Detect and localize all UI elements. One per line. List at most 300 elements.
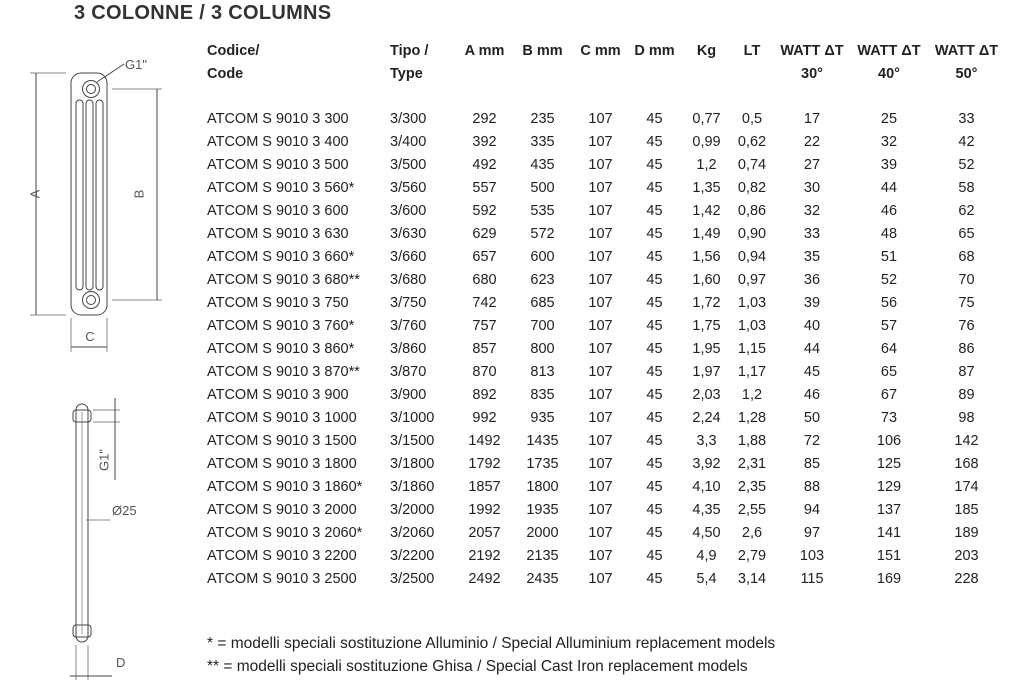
cell-b-mm: 335	[530, 134, 555, 150]
header-line1: C mm	[580, 43, 621, 59]
cell-watt-40: 106	[876, 433, 902, 449]
cell-watt-30: 85	[803, 456, 821, 472]
cell-type: 3/300	[390, 111, 427, 127]
cell-watt-40: 141	[876, 525, 902, 541]
table-row	[207, 476, 1007, 499]
cell-a-mm: 1992	[468, 502, 501, 518]
table-row	[207, 361, 1007, 384]
cell-b-mm: 1935	[526, 502, 559, 518]
cell-d-mm: 45	[646, 318, 663, 334]
cell-kg: 1,42	[692, 203, 721, 219]
cell-c-mm: 107	[588, 548, 613, 564]
cell-d-mm: 45	[646, 525, 663, 541]
cell-lt: 1,2	[741, 387, 763, 403]
page-title: 3 COLONNE / 3 COLUMNS	[74, 2, 332, 24]
cell-kg: 1,95	[692, 341, 721, 357]
cell-lt: 1,15	[737, 341, 767, 357]
cell-lt: 0,97	[737, 272, 767, 288]
cell-code: ATCOM S 9010 3 760*	[207, 318, 355, 334]
cell-lt: 2,79	[737, 548, 767, 564]
cell-d-mm: 45	[646, 134, 663, 150]
cell-kg: 1,72	[692, 295, 721, 311]
header-a-mm	[457, 40, 512, 108]
cell-watt-50: 65	[958, 226, 975, 242]
dimension-c-label: C	[85, 329, 95, 344]
header-line1: D mm	[634, 43, 675, 59]
cell-kg: 1,75	[692, 318, 721, 334]
cell-kg: 2,24	[692, 410, 721, 426]
cell-watt-40: 32	[880, 134, 898, 150]
header-code	[207, 40, 390, 108]
cell-kg: 5,4	[696, 571, 717, 587]
cell-a-mm: 1857	[468, 479, 501, 495]
cell-watt-50: 185	[954, 502, 979, 518]
cell-d-mm: 45	[646, 433, 663, 449]
cell-watt-30: 46	[803, 387, 821, 403]
cell-watt-40: 65	[880, 364, 898, 380]
cell-c-mm: 107	[588, 387, 613, 403]
table-row	[207, 545, 1007, 568]
table-row	[207, 384, 1007, 407]
cell-watt-30: 50	[803, 410, 821, 426]
column-slot	[76, 100, 83, 290]
top-connection-hole	[83, 81, 100, 98]
cell-d-mm: 45	[646, 456, 663, 472]
cell-b-mm: 535	[530, 203, 555, 219]
cell-code: ATCOM S 9010 3 2500	[207, 571, 357, 587]
cell-watt-40: 39	[880, 157, 898, 173]
cell-watt-30: 39	[803, 295, 821, 311]
cell-kg: 0,77	[692, 111, 721, 127]
cell-c-mm: 107	[588, 364, 613, 380]
cell-lt: 2,6	[741, 525, 763, 541]
header-line1: B mm	[522, 43, 563, 59]
cell-type: 3/400	[390, 134, 427, 150]
front-view-drawing	[30, 64, 162, 352]
cell-watt-40: 56	[880, 295, 898, 311]
cell-watt-50: 203	[954, 548, 979, 564]
cell-a-mm: 680	[472, 272, 497, 288]
cell-c-mm: 107	[588, 433, 613, 449]
cell-b-mm: 623	[530, 272, 555, 288]
table-row	[207, 108, 1007, 131]
cell-lt: 2,31	[737, 456, 767, 472]
cell-lt: 2,55	[737, 502, 767, 518]
cell-watt-30: 72	[803, 433, 821, 449]
cell-d-mm: 45	[646, 272, 663, 288]
cell-a-mm: 557	[472, 180, 497, 196]
cell-watt-40: 137	[876, 502, 902, 518]
header-line1: Codice/	[207, 43, 260, 59]
cell-type: 3/500	[390, 157, 427, 173]
cell-watt-50: 168	[954, 456, 979, 472]
cell-watt-40: 52	[880, 272, 898, 288]
cell-code: ATCOM S 9010 3 2060*	[207, 525, 363, 541]
cell-watt-40: 151	[876, 548, 902, 564]
cell-a-mm: 1492	[468, 433, 501, 449]
cell-watt-40: 73	[880, 410, 898, 426]
cell-watt-30: 33	[803, 226, 821, 242]
cell-b-mm: 1435	[526, 433, 559, 449]
header-line2: 40°	[878, 66, 900, 82]
side-view-drawing	[70, 398, 120, 680]
cell-type: 3/1000	[390, 410, 435, 426]
cell-d-mm: 45	[646, 479, 663, 495]
cell-d-mm: 45	[646, 295, 663, 311]
table-row	[207, 315, 1007, 338]
cell-b-mm: 1800	[526, 479, 559, 495]
cell-b-mm: 235	[530, 111, 555, 127]
cell-type: 3/2060	[390, 525, 435, 541]
cell-type: 3/560	[390, 180, 427, 196]
cell-d-mm: 45	[646, 548, 663, 564]
table-row	[207, 568, 1007, 591]
radiator-technical-drawings	[0, 0, 200, 692]
cell-watt-50: 33	[958, 111, 975, 127]
cell-c-mm: 107	[588, 502, 613, 518]
cell-code: ATCOM S 9010 3 630	[207, 226, 349, 242]
cell-d-mm: 45	[646, 157, 663, 173]
header-watt-40	[852, 40, 926, 108]
cell-watt-50: 75	[958, 295, 975, 311]
cell-a-mm: 292	[472, 111, 497, 127]
cell-d-mm: 45	[646, 341, 663, 357]
cell-b-mm: 600	[530, 249, 555, 265]
cell-code: ATCOM S 9010 3 680**	[207, 272, 360, 288]
cell-watt-40: 57	[880, 318, 898, 334]
cell-watt-50: 62	[958, 203, 975, 219]
cell-lt: 1,03	[737, 295, 767, 311]
cell-lt: 1,17	[737, 364, 767, 380]
header-line1: WATT ΔT	[934, 43, 999, 59]
cell-code: ATCOM S 9010 3 400	[207, 134, 349, 150]
column-slot	[86, 100, 93, 290]
cell-kg: 1,60	[692, 272, 721, 288]
cell-lt: 1,28	[737, 410, 767, 426]
cell-c-mm: 107	[588, 157, 613, 173]
cell-lt: 0,94	[737, 249, 767, 265]
cell-type: 3/680	[390, 272, 427, 288]
cell-code: ATCOM S 9010 3 500	[207, 157, 349, 173]
cell-d-mm: 45	[646, 203, 663, 219]
cell-code: ATCOM S 9010 3 560*	[207, 180, 355, 196]
cell-b-mm: 500	[530, 180, 555, 196]
cell-code: ATCOM S 9010 3 2200	[207, 548, 357, 564]
cell-watt-40: 67	[880, 387, 898, 403]
side-g1-label: G1"	[96, 449, 112, 471]
cell-d-mm: 45	[646, 226, 663, 242]
cell-a-mm: 742	[472, 295, 497, 311]
header-line2: Type	[390, 66, 423, 82]
cell-a-mm: 757	[472, 318, 497, 334]
cell-watt-40: 51	[880, 249, 898, 265]
cell-kg: 4,35	[692, 502, 721, 518]
cell-watt-50: 70	[958, 272, 975, 288]
cell-type: 3/1860	[390, 479, 435, 495]
cell-kg: 2,03	[692, 387, 721, 403]
cell-d-mm: 45	[646, 249, 663, 265]
header-line1: LT	[743, 43, 761, 59]
table-row	[207, 453, 1007, 476]
cell-d-mm: 45	[646, 180, 663, 196]
cell-b-mm: 435	[530, 157, 555, 173]
cell-type: 3/750	[390, 295, 427, 311]
footnote-cast-iron: ** = modelli speciali sostituzione Ghisa / Special Cast Iron replacement models	[207, 658, 748, 675]
table-row	[207, 430, 1007, 453]
cell-code: ATCOM S 9010 3 300	[207, 111, 349, 127]
cell-watt-30: 17	[803, 111, 821, 127]
cell-c-mm: 107	[588, 456, 613, 472]
table-row	[207, 177, 1007, 200]
diameter-label: Ø25	[112, 503, 137, 518]
cell-c-mm: 107	[588, 295, 613, 311]
header-line1: A mm	[464, 43, 505, 59]
header-line2: 30°	[801, 66, 823, 82]
table-row	[207, 131, 1007, 154]
header-b-mm	[512, 40, 573, 108]
cell-watt-30: 45	[803, 364, 821, 380]
cell-d-mm: 45	[646, 111, 663, 127]
cell-watt-40: 129	[876, 479, 902, 495]
cell-watt-40: 25	[880, 111, 898, 127]
cell-type: 3/860	[390, 341, 427, 357]
cell-lt: 0,90	[737, 226, 767, 242]
dimension-a-label: A	[27, 189, 43, 199]
cell-code: ATCOM S 9010 3 2000	[207, 502, 357, 518]
table-row	[207, 200, 1007, 223]
cell-watt-50: 228	[954, 571, 979, 587]
cell-b-mm: 700	[530, 318, 555, 334]
header-line1: WATT ΔT	[780, 43, 844, 59]
cell-watt-30: 32	[803, 203, 821, 219]
cell-d-mm: 45	[646, 364, 663, 380]
cell-code: ATCOM S 9010 3 600	[207, 203, 349, 219]
cell-lt: 0,74	[737, 157, 767, 173]
cell-b-mm: 2435	[526, 571, 559, 587]
cell-lt: 0,62	[737, 134, 767, 150]
cell-watt-30: 103	[799, 548, 825, 564]
dimension-b-label: B	[131, 189, 147, 199]
cell-watt-40: 169	[876, 571, 902, 587]
cell-code: ATCOM S 9010 3 750	[207, 295, 349, 311]
cell-d-mm: 45	[646, 387, 663, 403]
g1-label: G1"	[125, 57, 147, 72]
cell-watt-50: 189	[954, 525, 979, 541]
cell-d-mm: 45	[646, 502, 663, 518]
cell-watt-30: 30	[803, 180, 821, 196]
cell-b-mm: 1735	[526, 456, 559, 472]
cell-lt: 2,35	[737, 479, 767, 495]
cell-code: ATCOM S 9010 3 860*	[207, 341, 355, 357]
cell-b-mm: 685	[530, 295, 555, 311]
cell-a-mm: 992	[472, 410, 497, 426]
table-header-row	[207, 40, 1007, 108]
cell-code: ATCOM S 9010 3 660*	[207, 249, 355, 265]
cell-lt: 3,14	[737, 571, 767, 587]
cell-kg: 1,97	[692, 364, 721, 380]
cell-a-mm: 392	[472, 134, 497, 150]
table-row	[207, 246, 1007, 269]
cell-kg: 4,10	[692, 479, 721, 495]
cell-c-mm: 107	[588, 272, 613, 288]
cell-type: 3/600	[390, 203, 427, 219]
cell-a-mm: 2057	[468, 525, 501, 541]
cell-type: 3/900	[390, 387, 427, 403]
cell-watt-40: 48	[880, 226, 898, 242]
cell-lt: 0,86	[737, 203, 767, 219]
cell-kg: 4,9	[696, 548, 717, 564]
cell-watt-50: 142	[954, 433, 979, 449]
header-watt-50	[926, 40, 1007, 108]
cell-c-mm: 107	[588, 341, 613, 357]
cell-type: 3/2500	[390, 571, 435, 587]
cell-watt-50: 87	[958, 364, 975, 380]
cell-type: 3/660	[390, 249, 427, 265]
cell-type: 3/1800	[390, 456, 435, 472]
cell-lt: 1,03	[737, 318, 767, 334]
header-line1: WATT ΔT	[857, 43, 921, 59]
cell-type: 3/1500	[390, 433, 435, 449]
header-kg	[681, 40, 732, 108]
cell-code: ATCOM S 9010 3 1500	[207, 433, 357, 449]
cell-watt-50: 86	[958, 341, 975, 357]
cell-b-mm: 2000	[526, 525, 559, 541]
footnote-alluminium: * = modelli speciali sostituzione Alluminio / Special Alluminium replacement models	[207, 635, 776, 652]
cell-type: 3/630	[390, 226, 427, 242]
cell-b-mm: 572	[530, 226, 555, 242]
cell-kg: 1,2	[696, 157, 717, 173]
cell-d-mm: 45	[646, 571, 663, 587]
cell-c-mm: 107	[588, 180, 613, 196]
cell-c-mm: 107	[588, 318, 613, 334]
cell-watt-50: 52	[958, 157, 975, 173]
cell-watt-30: 40	[803, 318, 821, 334]
cell-kg: 1,56	[692, 249, 721, 265]
bottom-connection-hole	[83, 292, 100, 309]
cell-c-mm: 107	[588, 571, 613, 587]
cell-watt-30: 27	[803, 157, 821, 173]
table-row	[207, 499, 1007, 522]
cell-watt-50: 174	[954, 479, 979, 495]
dimension-d-label: D	[116, 655, 126, 670]
cell-watt-50: 76	[958, 318, 975, 334]
header-line2: 50°	[955, 66, 978, 82]
cell-c-mm: 107	[588, 479, 613, 495]
table-row	[207, 292, 1007, 315]
cell-watt-50: 68	[958, 249, 975, 265]
radiator-spec-table	[207, 40, 1007, 591]
cell-c-mm: 107	[588, 410, 613, 426]
cell-a-mm: 857	[472, 341, 497, 357]
cell-lt: 1,88	[737, 433, 767, 449]
cell-a-mm: 592	[472, 203, 497, 219]
cell-type: 3/870	[390, 364, 427, 380]
cell-watt-30: 22	[803, 134, 821, 150]
cell-b-mm: 2135	[526, 548, 559, 564]
header-lt	[732, 40, 772, 108]
table-row	[207, 338, 1007, 361]
cell-kg: 1,35	[692, 180, 721, 196]
header-line2: Code	[207, 66, 244, 82]
cell-watt-30: 115	[800, 571, 824, 587]
cell-code: ATCOM S 9010 3 870**	[207, 364, 360, 380]
cell-kg: 3,3	[696, 433, 717, 449]
header-c-mm	[573, 40, 628, 108]
cell-kg: 1,49	[692, 226, 721, 242]
cell-a-mm: 892	[472, 387, 497, 403]
cell-d-mm: 45	[646, 410, 663, 426]
header-watt-30	[772, 40, 852, 108]
cell-kg: 3,92	[692, 456, 721, 472]
cell-type: 3/2200	[390, 548, 435, 564]
table-row	[207, 522, 1007, 545]
cell-kg: 4,50	[692, 525, 721, 541]
cell-a-mm: 2192	[468, 548, 501, 564]
cell-type: 3/760	[390, 318, 427, 334]
cell-b-mm: 800	[530, 341, 555, 357]
cell-code: ATCOM S 9010 3 1800	[207, 456, 357, 472]
cell-code: ATCOM S 9010 3 1860*	[207, 479, 363, 495]
cell-a-mm: 629	[472, 226, 497, 242]
cell-c-mm: 107	[588, 249, 613, 265]
cell-watt-30: 44	[803, 341, 821, 357]
cell-watt-30: 94	[803, 502, 821, 518]
cell-c-mm: 107	[588, 111, 613, 127]
cell-watt-50: 98	[958, 410, 975, 426]
cell-watt-50: 42	[958, 134, 975, 150]
cell-a-mm: 1792	[468, 456, 501, 472]
cell-a-mm: 657	[472, 249, 497, 265]
header-line1: Tipo /	[390, 43, 429, 59]
cell-a-mm: 870	[472, 364, 497, 380]
cell-b-mm: 935	[530, 410, 555, 426]
header-d-mm	[628, 40, 681, 108]
cell-a-mm: 492	[472, 157, 497, 173]
cell-watt-30: 35	[803, 249, 821, 265]
cell-watt-30: 36	[803, 272, 821, 288]
cell-code: ATCOM S 9010 3 1000	[207, 410, 357, 426]
column-slot	[96, 100, 103, 290]
cell-b-mm: 813	[530, 364, 555, 380]
table-row	[207, 407, 1007, 430]
cell-b-mm: 835	[530, 387, 555, 403]
cell-watt-30: 97	[803, 525, 821, 541]
cell-watt-50: 58	[958, 180, 975, 196]
cell-code: ATCOM S 9010 3 900	[207, 387, 349, 403]
cell-watt-40: 44	[880, 180, 898, 196]
table-row	[207, 223, 1007, 246]
cell-lt: 0,5	[741, 111, 763, 127]
cell-watt-40: 125	[876, 456, 902, 472]
cell-watt-30: 88	[803, 479, 821, 495]
header-line1: Kg	[696, 43, 717, 59]
cell-a-mm: 2492	[468, 571, 501, 587]
table-row	[207, 269, 1007, 292]
footnotes	[207, 632, 775, 678]
cell-watt-50: 89	[958, 387, 975, 403]
cell-type: 3/2000	[390, 502, 435, 518]
cell-watt-40: 64	[880, 341, 898, 357]
table-row	[207, 154, 1007, 177]
cell-c-mm: 107	[588, 203, 613, 219]
cell-lt: 0,82	[737, 180, 767, 196]
cell-c-mm: 107	[588, 134, 613, 150]
cell-watt-40: 46	[880, 203, 898, 219]
header-type	[390, 40, 457, 108]
cell-c-mm: 107	[588, 226, 613, 242]
cell-c-mm: 107	[588, 525, 613, 541]
cell-kg: 0,99	[692, 134, 721, 150]
